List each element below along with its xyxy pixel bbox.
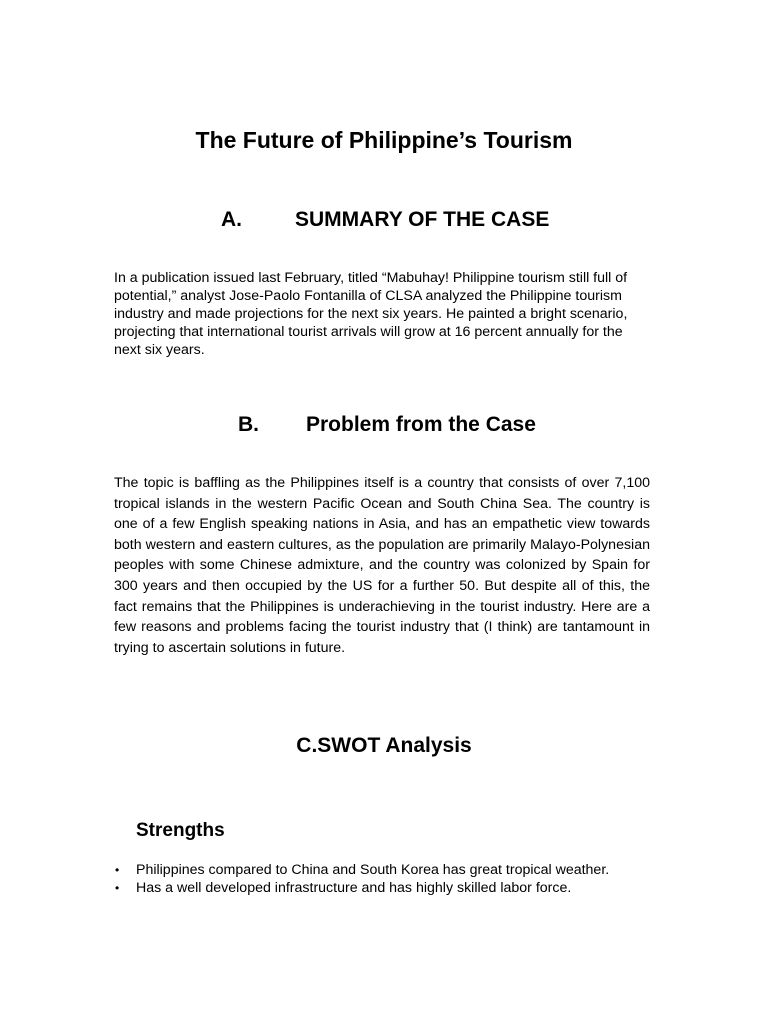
strength-text: Philippines compared to China and South Korea has great tropical weather. bbox=[136, 862, 610, 878]
section-b-heading bbox=[238, 412, 568, 438]
section-c-heading: C.SWOT Analysis bbox=[296, 734, 472, 757]
section-b-title: Problem from the Case bbox=[306, 413, 536, 436]
list-item bbox=[114, 861, 674, 879]
problem-paragraph: The topic is baffling as the Philippines itself is a country that consists of over 7,100 tropical islands in the western Pacific Ocean and South China Sea. The country is one of a few English speaking nations in Asia, and has an empathetic view towards both western and eastern cultures, as the population are primarily Malayo-Polynesian peoples with some Chinese admixture, and the country was colonized by Spain for 300 years and then occupied by the US for a further 50. But despite all of this, the fact remains that the Philippines is underachieving in the tourist industry. Here are a few reasons and problems facing the tourist industry that (I think) are tantamount in trying to ascertain solutions in future. bbox=[114, 475, 650, 656]
section-b-letter: B. bbox=[238, 413, 259, 436]
summary-paragraph: In a publication issued last February, titled “Mabuhay! Philippine tourism still full of potential,” analyst Jose-Paolo Fontanilla of CLSA analyzed the Philippine tourism industry and made projections for the next six years. He painted a bright scenario, projecting that international tourist arrivals will grow at 16 percent annually for the next six years. bbox=[114, 270, 628, 358]
strengths-list bbox=[114, 861, 674, 897]
bullet-icon: • bbox=[115, 863, 120, 877]
section-a-letter: A. bbox=[221, 208, 242, 231]
section-a-title: SUMMARY OF THE CASE bbox=[295, 208, 550, 231]
strength-text: Has a well developed infrastructure and has highly skilled labor force. bbox=[136, 880, 572, 896]
bullet-icon: • bbox=[115, 881, 120, 895]
list-item bbox=[114, 879, 674, 897]
document-title: The Future of Philippine’s Tourism bbox=[195, 127, 573, 153]
strengths-heading: Strengths bbox=[136, 820, 225, 841]
section-a-heading bbox=[221, 207, 581, 233]
